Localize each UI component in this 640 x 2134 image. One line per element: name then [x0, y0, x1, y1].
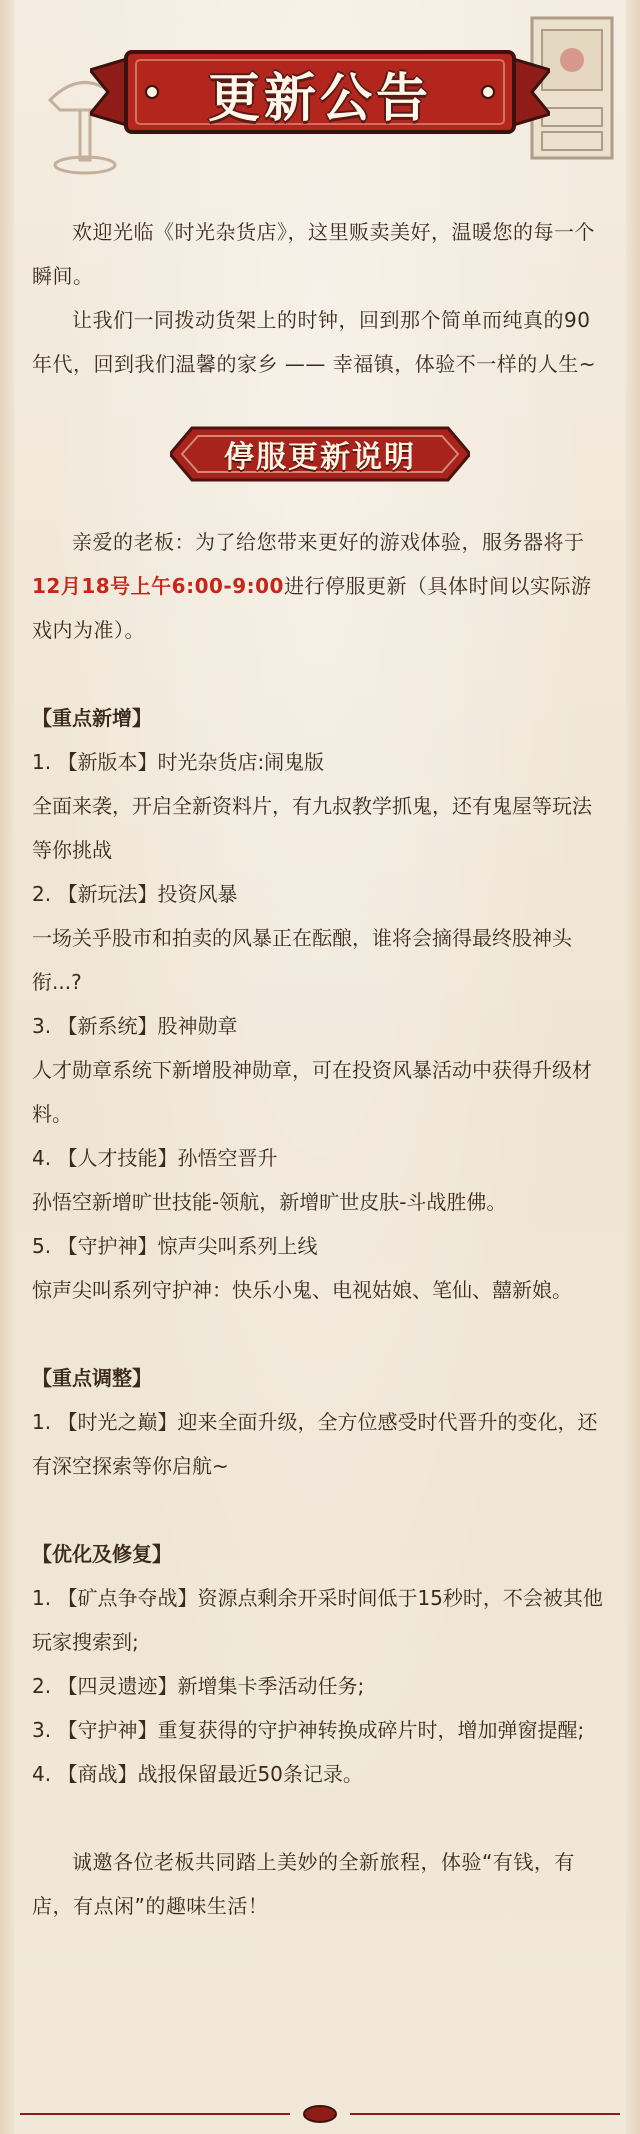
fix-section-heading: 【优化及修复】 [32, 1542, 172, 1566]
maintenance-text-before: 亲爱的老板：为了给您带来更好的游戏体验，服务器将于 [72, 530, 585, 554]
adjust-section-heading: 【重点调整】 [32, 1366, 152, 1390]
new-item-title: 1. 【新版本】时光杂货店:闹鬼版 [32, 750, 325, 774]
footer-divider [20, 2104, 620, 2124]
new-item-desc: 惊声尖叫系列守护神：快乐小鬼、电视姑娘、笔仙、囍新娘。 [32, 1278, 572, 1302]
intro-paragraph-1: 欢迎光临《时光杂货店》，这里贩卖美好，温暖您的每一个瞬间。 [32, 220, 595, 288]
new-item-desc: 孙悟空新增旷世技能-领航，新增旷世皮肤-斗战胜佛。 [32, 1190, 507, 1214]
fix-item: 2. 【四灵遗迹】新增集卡季活动任务; [32, 1674, 365, 1698]
fix-item: 3. 【守护神】重复获得的守护神转换成碎片时，增加弹窗提醒; [32, 1718, 585, 1742]
new-item-desc: 全面来袭，开启全新资料片，有九叔教学抓鬼，还有鬼屋等玩法等你挑战 [32, 794, 592, 862]
new-item-title: 4. 【人才技能】孙悟空晋升 [32, 1146, 278, 1170]
maintenance-badge [32, 420, 608, 498]
closing-paragraph: 诚邀各位老板共同踏上美妙的全新旅程，体验“有钱，有店，有点闲”的趣味生活！ [32, 1850, 575, 1918]
new-section-heading: 【重点新增】 [32, 706, 152, 730]
fix-item: 4. 【商战】战报保留最近50条记录。 [32, 1762, 363, 1786]
new-item-title: 5. 【守护神】惊声尖叫系列上线 [32, 1234, 318, 1258]
new-item-desc: 一场关乎股市和拍卖的风暴正在酝酿，谁将会摘得最终股神头衔...? [32, 926, 572, 994]
adjust-item: 1. 【时光之巅】迎来全面升级，全方位感受时代晋升的变化，还有深空探索等你启航~ [32, 1410, 598, 1478]
maintenance-text-after: 进行停服更新（具体时间以实际游戏内为准）。 [32, 574, 592, 642]
maintenance-time: 12月18号上午6:00-9:00 [32, 574, 284, 598]
new-item-desc: 人才勋章系统下新增股神勋章，可在投资风暴活动中获得升级材料。 [32, 1058, 592, 1126]
header [0, 0, 640, 200]
new-item-title: 2. 【新玩法】投资风暴 [32, 882, 238, 906]
maintenance-notice [32, 520, 608, 652]
fix-item: 1. 【矿点争夺战】资源点剩余开采时间低于15秒时，不会被其他玩家搜索到; [32, 1586, 603, 1654]
page-title: 更新公告 [207, 68, 432, 129]
maintenance-badge-label: 停服更新说明 [224, 440, 416, 475]
new-item-title: 3. 【新系统】股神勋章 [32, 1014, 238, 1038]
main-content [32, 210, 608, 1928]
intro-paragraph-2: 让我们一同拨动货架上的时钟，回到那个简单而纯真的90年代，回到我们温馨的家乡 —— 幸福镇，体验不一样的人生~ [32, 308, 596, 376]
